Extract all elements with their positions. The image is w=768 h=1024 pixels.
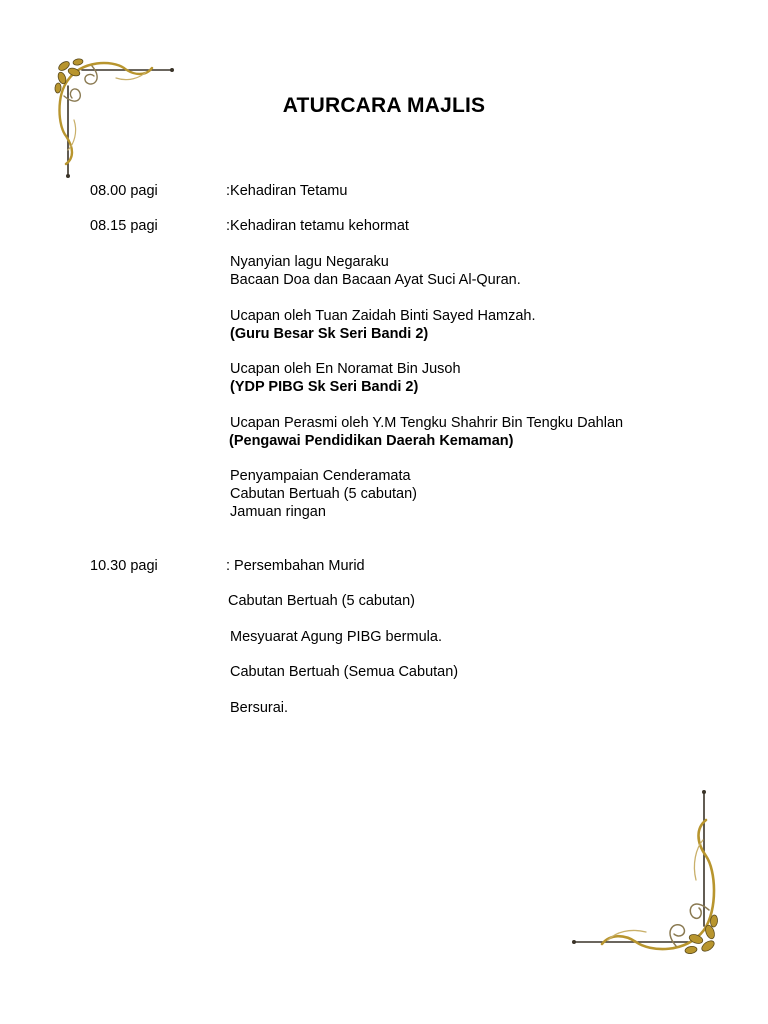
ornament-bottom-right-icon [568,786,720,956]
schedule-entry: :Kehadiran tetamu kehormat [226,218,409,234]
programme-item: Jamuan ringan [230,504,326,520]
programme-item: Bersurai. [230,700,289,716]
schedule-entry: : Persembahan Murid [226,558,365,574]
programme-item: Penyampaian Cenderamata [230,468,411,484]
programme-item: Cabutan Bertuah (Semua Cabutan) [230,664,459,680]
schedule-time: 08.00 pagi [90,183,158,199]
programme-item: Ucapan oleh En Noramat Bin Jusoh [230,361,461,377]
schedule-time: 10.30 pagi [90,558,158,574]
page-title: ATURCARA MAJLIS [282,94,486,117]
programme-item-note: (Pengawai Pendidikan Daerah Kemaman) [229,433,514,449]
programme-item-note: (Guru Besar Sk Seri Bandi 2) [230,326,429,342]
schedule-time: 08.15 pagi [90,218,158,234]
programme-item: Cabutan Bertuah (5 cabutan) [230,486,418,502]
programme-item: Ucapan Perasmi oleh Y.M Tengku Shahrir Bin Tengku Dahlan [230,415,624,431]
programme-item: Ucapan oleh Tuan Zaidah Binti Sayed Hamzah. [230,308,536,324]
schedule-entry: :Kehadiran Tetamu [226,183,348,199]
programme-item: Nyanyian lagu Negaraku [230,254,389,270]
programme-item-note: (YDP PIBG Sk Seri Bandi 2) [230,379,419,395]
programme-item: Mesyuarat Agung PIBG bermula. [230,629,442,645]
ornament-top-left-icon [52,56,177,180]
programme-item: Bacaan Doa dan Bacaan Ayat Suci Al-Quran. [230,272,521,288]
programme-item: Cabutan Bertuah (5 cabutan) [228,593,416,609]
